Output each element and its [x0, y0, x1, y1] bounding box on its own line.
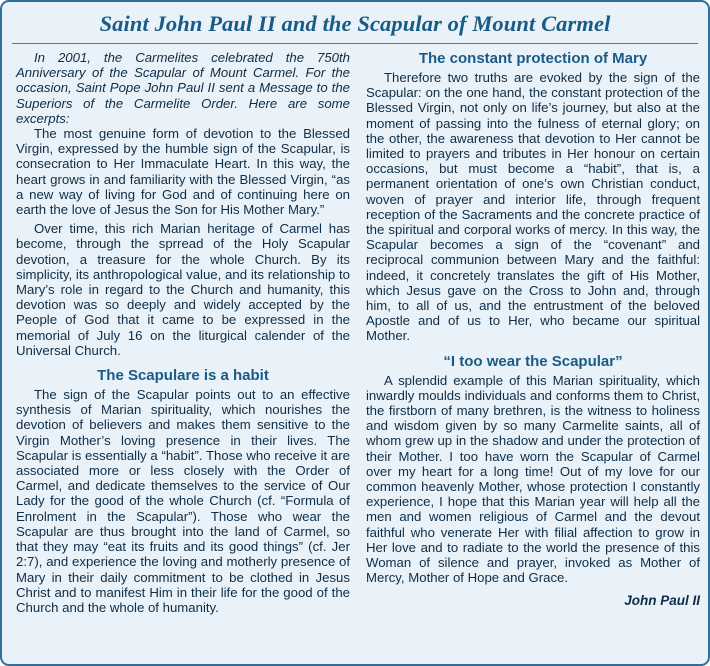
left-paragraph-2: Over time, this rich Marian heritage of Carmel has become, through the sprread of the Holy Scapular devotion, a treasure for the whole Church. By its simplicity, its anthropological value, and its relationship to Mary’s role in regard to the Church and humanity, this devotion was so deeply and widely accepted by the People of God that it came to be expressed in the memorial of July 16 on the liturgical calender of the Universal Church.	[16, 221, 350, 358]
right-section-heading-2: “I too wear the Scapular”	[443, 352, 623, 370]
title-divider	[12, 43, 698, 44]
intro-paragraph: In 2001, the Carmelites celebrated the 750th Anniversary of the Scapular of Mount Carmel. For the occasion, Saint Pope John Paul II sent a Message to the Superiors of the Carmelite Order. Here are some excerpts:	[16, 50, 350, 126]
two-column-body	[10, 50, 700, 615]
author-signature: John Paul II	[624, 592, 700, 608]
left-paragraph-1: The most genuine form of devotion to the Blessed Virgin, expressed by the humble sign of the Scapular, is consecration to Her Immaculate Heart. In this way, the heart grows in and familiarity with the Blessed Virgin, “as a new way of living for God and of continuing here on earth the love of Jesus the Son for His Mother Mary.”	[16, 126, 350, 218]
left-paragraph-3: The sign of the Scapular points out to an effective synthesis of Marian spirituality, which nourishes the devotion of believers and makes them sensitive to the Virgin Mother’s loving presence in their lives. The Scapular is essentially a “habit”. Those who receive it are associated more or less closely with the Order of Carmel, and dedicate themselves to the service of Our Lady for the good of the whole Church (cf. “Formula of Enrolment in the Scapular”). Those who wear the Scapular are thus brought into the land of Carmel, so that they may “eat its fruits and its good things” (cf. Jer 2:7), and experience the loving and motherly presence of Mary in their daily commitment to be clothed in Jesus Christ and to manifest Him in their life for the good of the Church and the whole of humanity.	[16, 387, 350, 615]
left-column	[16, 50, 350, 615]
right-paragraph-2: A splendid example of this Marian spirituality, which inwardly moulds individuals and conforms them to Christ, the firstborn of many brethren, is the witness to holiness and wisdom given by so many Carmelite saints, all of whom grew up in the shadow and under the protection of their Mother. I too have worn the Scapular of Carmel over my heart for a long time! Out of my love for our common heavenly Mother, whose protection I constantly experience, I hope that this Marian year will help all the men and women religious of Carmel and the devout faithful who venerate Her with filial affection to grow in Her love and to radiate to the world the presence of this Woman of silence and prayer, invoked as Mother of Mercy, Mother of Hope and Grace.	[366, 372, 700, 586]
document-inner	[10, 9, 700, 657]
left-section-heading: The Scapulare is a habit	[97, 367, 269, 385]
right-section-heading-1: The constant protection of Mary	[418, 50, 648, 67]
right-column	[366, 50, 700, 615]
page-title: Saint John Paul II and the Scapular of Mount Carmel	[99, 11, 611, 36]
right-paragraph-1: Therefore two truths are evoked by the sign of the Scapular: on the one hand, the constant protection of the Blessed Virgin, not only on life’s journey, but also at the moment of passing into the fulness of eternal glory; on the other, the awareness that devotion to Her cannot be limited to prayers and tributes in Her honour on certain occasions, but must become a “habit”, that is, a permanent orientation of one’s own Christian conduct, woven of prayer and interior life, through frequent reception of the Sacraments and the concrete practice of the spiritual and corporal works of mercy. In this way, the Scapular becomes a sign of the “covenant” and reciprocal communion between Mary and the faithful: indeed, it concretely translates the gift of His Mother, which Jesus gave on the Cross to John and, through him, to all of us, and the entrustment of the beloved Apostle and of us to Her, who became our spiritual Mother.	[366, 70, 700, 344]
